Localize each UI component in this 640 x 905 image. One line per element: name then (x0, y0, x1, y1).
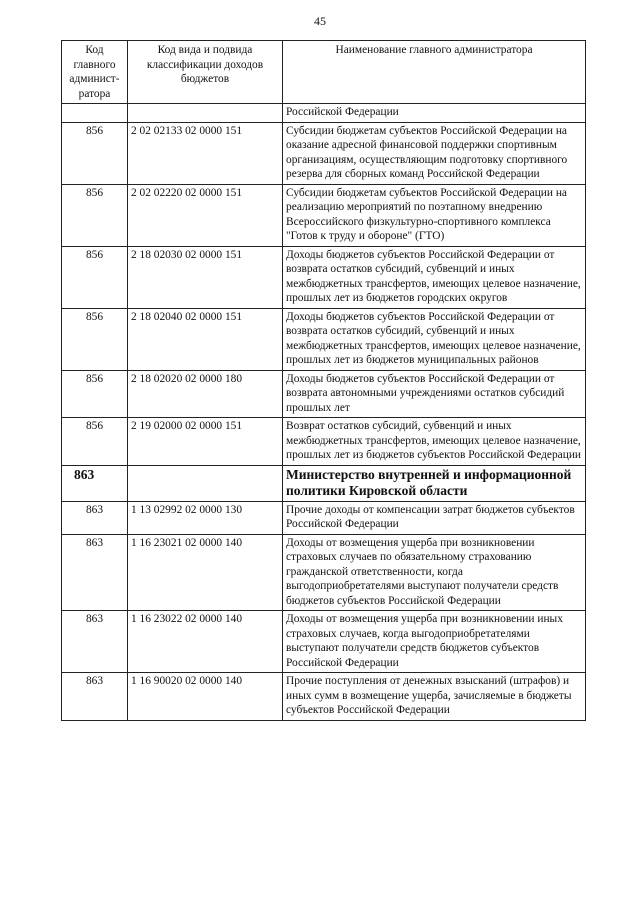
budget-code-cell: 2 18 02020 02 0000 180 (128, 370, 283, 418)
admin-code-cell (62, 104, 128, 123)
budget-code-cell: 1 16 23022 02 0000 140 (128, 611, 283, 673)
budget-code-cell: 1 16 23021 02 0000 140 (128, 534, 283, 611)
administrator-name-cell: Доходы бюджетов субъектов Российской Федерации от возврата остатков субсидий, субвенций и иных межбюджетных трансфертов, имеющих целевое назначение, прошлых лет из бюджетов муниципальных районов (283, 308, 586, 370)
table-row (62, 308, 586, 370)
budget-code-cell: 2 02 02133 02 0000 151 (128, 122, 283, 184)
administrator-name-cell: Доходы бюджетов субъектов Российской Федерации от возврата автономными учреждениями остатков субсидий прошлых лет (283, 370, 586, 418)
table-row (62, 104, 586, 123)
header-budget-code: Код вида и подвида классификации доходов бюджетов (128, 41, 283, 104)
administrator-name-cell: Субсидии бюджетам субъектов Российской Федерации на реализацию мероприятий по поэтапному внедрению Всероссийского физкультурно-спортивного комплекса "Готов к труду и обороне" (ГТО) (283, 184, 586, 246)
budget-code-cell: 2 18 02030 02 0000 151 (128, 246, 283, 308)
budget-code-cell (128, 465, 283, 501)
admin-code-cell: 856 (62, 308, 128, 370)
admin-code-cell: 863 (62, 501, 128, 534)
budget-code-cell: 1 13 02992 02 0000 130 (128, 501, 283, 534)
table-row (62, 184, 586, 246)
admin-code-cell: 856 (62, 370, 128, 418)
budget-code-cell: 1 16 90020 02 0000 140 (128, 673, 283, 721)
admin-code-cell: 856 (62, 122, 128, 184)
table-row (62, 246, 586, 308)
table-row (62, 534, 586, 611)
administrator-name-cell: Прочие доходы от компенсации затрат бюджетов субъектов Российской Федерации (283, 501, 586, 534)
table-row (62, 418, 586, 466)
table-body (62, 104, 586, 721)
ministry-row (62, 465, 586, 501)
admin-code-cell: 856 (62, 246, 128, 308)
table-row (62, 673, 586, 721)
table-header-row (62, 41, 586, 104)
admin-code-cell: 863 (62, 534, 128, 611)
budget-code-cell: 2 19 02000 02 0000 151 (128, 418, 283, 466)
table-row (62, 122, 586, 184)
table-row (62, 611, 586, 673)
admin-code-cell: 856 (62, 184, 128, 246)
table-row (62, 370, 586, 418)
admin-code-cell: 863 (62, 465, 128, 501)
budget-code-cell (128, 104, 283, 123)
administrator-name-cell: Доходы бюджетов субъектов Российской Федерации от возврата остатков субсидий, субвенций и иных межбюджетных трансфертов, имеющих целевое назначение, прошлых лет из бюджетов городских округов (283, 246, 586, 308)
administrator-name-cell: Прочие поступления от денежных взысканий (штрафов) и иных сумм в возмещение ущерба, зачисляемые в бюджеты субъектов Российской Федерации (283, 673, 586, 721)
administrator-name-cell: Министерство внутренней и информационной политики Кировской области (283, 465, 586, 501)
header-admin-code: Код главного админист-ратора (62, 41, 128, 104)
budget-revenue-table (61, 40, 586, 721)
page-number: 45 (314, 14, 326, 28)
admin-code-cell: 863 (62, 611, 128, 673)
administrator-name-cell: Доходы от возмещения ущерба при возникновении страховых случаев по обязательному страхованию гражданской ответственности, когда выгодоприобретателями выступают получатели средств бюджетов субъектов Российской Федерации (283, 534, 586, 611)
budget-code-cell: 2 02 02220 02 0000 151 (128, 184, 283, 246)
admin-code-cell: 856 (62, 418, 128, 466)
administrator-name-cell: Доходы от возмещения ущерба при возникновении иных страховых случаев, когда выгодоприобретателями выступают получатели средств бюджетов субъектов Российской Федерации (283, 611, 586, 673)
table-row (62, 501, 586, 534)
administrator-name-cell: Российской Федерации (283, 104, 586, 123)
administrator-name-cell: Субсидии бюджетам субъектов Российской Федерации на оказание адресной финансовой поддержки спортивным организациям, осуществляющим подготовку спортивного резерва для сборных команд Российской Федерации (283, 122, 586, 184)
administrator-name-cell: Возврат остатков субсидий, субвенций и иных межбюджетных трансфертов, имеющих целевое назначение, прошлых лет из бюджетов субъектов Российской Федерации (283, 418, 586, 466)
budget-code-cell: 2 18 02040 02 0000 151 (128, 308, 283, 370)
header-administrator-name: Наименование главного администратора (283, 41, 586, 104)
admin-code-cell: 863 (62, 673, 128, 721)
